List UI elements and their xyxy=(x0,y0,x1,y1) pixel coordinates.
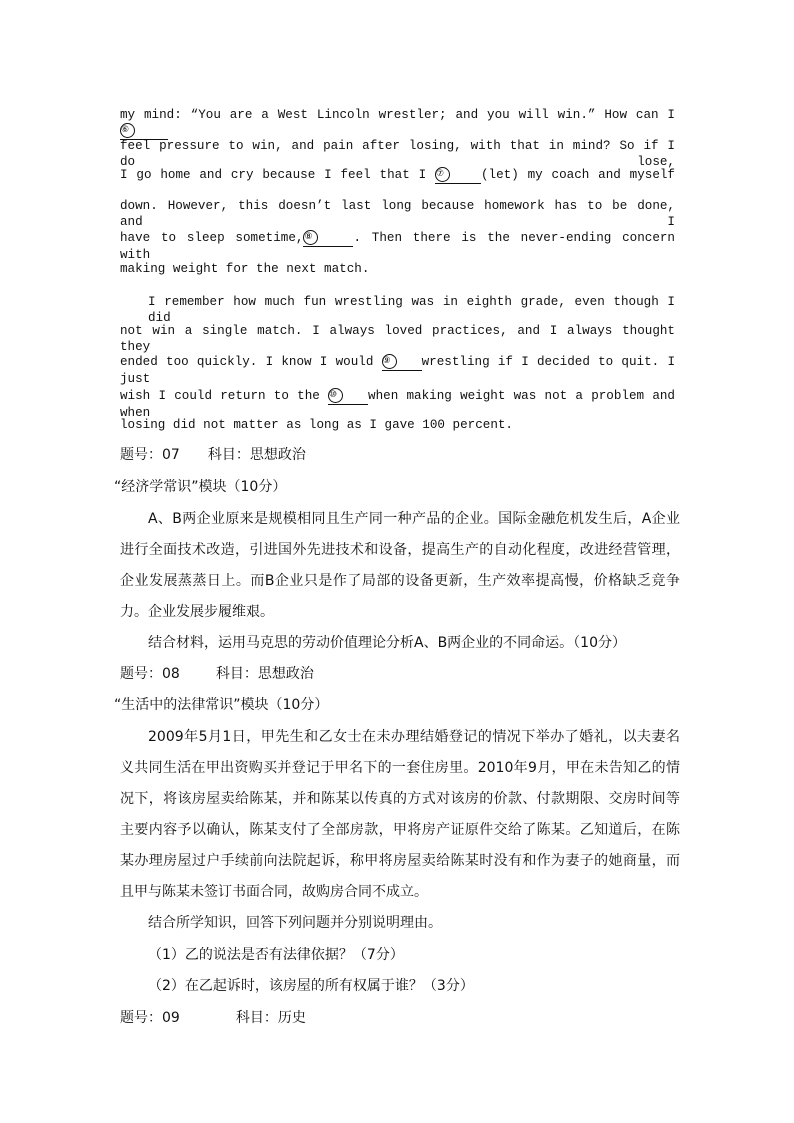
question-subject: 科目：思想政治 xyxy=(215,666,314,682)
paragraph-line: 进行全面技术改造，引进国外先进技术和设备，提高生产的自动化程度，改进经营管理， xyxy=(120,542,680,558)
question-header-08 xyxy=(120,665,680,683)
paragraph-line: 主要内容予以确认，陈某支付了全部房款，甲将房产证原件交给了陈某。乙知道后，在陈 xyxy=(120,822,680,838)
answer-blank-9[interactable] xyxy=(382,355,422,371)
paragraph-line: 某办理房屋过户手续前向法院起诉，称甲将房屋卖给陈某时没有和作为妻子的她商量，而 xyxy=(120,853,680,869)
passage-line: losing did not matter as long as I gave 100 percent. xyxy=(120,418,513,432)
passage-text: wish I could return to the xyxy=(120,389,320,403)
passage-text: . Then there is the never-ending concern with xyxy=(120,231,675,262)
passage-line xyxy=(120,354,675,387)
passage-text: (let) my coach and myself xyxy=(480,168,675,182)
blank-number: ⑩ xyxy=(328,388,343,403)
paragraph-line: 且甲与陈某未签订书面合同，故购房合同不成立。 xyxy=(120,884,428,900)
paragraph-line: 2009年5月1日，甲先生和乙女士在未办理结婚登记的情况下举办了婚礼，以夫妻名 xyxy=(148,729,680,745)
passage-text: my mind: “You are a West Lincoln wrestler; and you will win.” How can I xyxy=(120,108,675,122)
passage-text: have to sleep sometime, xyxy=(120,231,304,245)
passage-line xyxy=(120,107,675,140)
answer-blank-8[interactable] xyxy=(303,231,353,247)
passage-text: ended too quickly. I know I would xyxy=(120,355,374,369)
question-header-09 xyxy=(120,1009,680,1027)
paragraph-line: 企业发展蒸蒸日上。而B企业只是作了局部的设备更新，生产效率提高慢，价格缺乏竞争 xyxy=(120,573,680,589)
sub-question-2: （2）在乙起诉时，该房屋的所有权属于谁？（3分） xyxy=(148,978,474,994)
paragraph-line: 况下，将该房屋卖给陈某，并和陈某以传真的方式对该房的价款、付款期限、交房时间等 xyxy=(120,791,680,807)
question-subject: 科目：思想政治 xyxy=(207,447,306,463)
question-number: 题号：07 xyxy=(120,447,180,463)
passage-line: feel pressure to win, and pain after losing, with that in mind? So if I do lose, xyxy=(120,139,675,169)
passage-line: making weight for the next match. xyxy=(120,262,370,276)
paragraph-line: 义共同生活在甲出资购买并登记于甲名下的一套住房里。2010年9月，甲在未告知乙的情 xyxy=(120,760,680,776)
paragraph-line: 力。企业发展步履维艰。 xyxy=(120,604,274,620)
blank-number: ⑧ xyxy=(303,230,318,245)
sub-question-1: （1）乙的说法是否有法律依据？（7分） xyxy=(148,947,404,963)
blank-number: ⑦ xyxy=(435,167,450,182)
passage-line: I remember how much fun wrestling was in eighth grade, even though I did xyxy=(148,295,675,325)
paragraph-line: 结合所学知识，回答下列问题并分别说明理由。 xyxy=(148,915,442,931)
passage-line: down. However, this doesn’t last long because homework has to be done, and I xyxy=(120,199,675,229)
passage-text: I go home and cry because I feel that I xyxy=(120,168,427,182)
paragraph-line: A、B两企业原来是规模相同且生产同一种产品的企业。国际金融危机发生后，A企业 xyxy=(148,511,680,527)
passage-text: when making weight was not a problem and when xyxy=(120,389,675,420)
question-subject: 科目：历史 xyxy=(235,1010,306,1026)
passage-line xyxy=(120,167,675,184)
question-prompt: 结合材料，运用马克思的劳动价值理论分析A、B两企业的不同命运。（10分） xyxy=(148,635,626,651)
passage-line xyxy=(120,230,675,263)
blank-number: ⑨ xyxy=(382,354,397,369)
question-number: 题号：08 xyxy=(120,666,180,682)
passage-text: wrestling if I decided to quit. I just xyxy=(120,355,676,386)
passage-line: not win a single match. I always loved practices, and I always thought they xyxy=(120,324,675,354)
question-number: 题号：09 xyxy=(120,1010,180,1026)
answer-blank-7[interactable] xyxy=(435,168,481,184)
module-title: “经济学常识”模块（10分） xyxy=(114,479,287,495)
blank-number: ⑥ xyxy=(120,123,135,138)
question-header-07 xyxy=(120,446,680,464)
module-title: “生活中的法律常识”模块（10分） xyxy=(114,697,329,713)
answer-blank-10[interactable] xyxy=(328,389,368,405)
